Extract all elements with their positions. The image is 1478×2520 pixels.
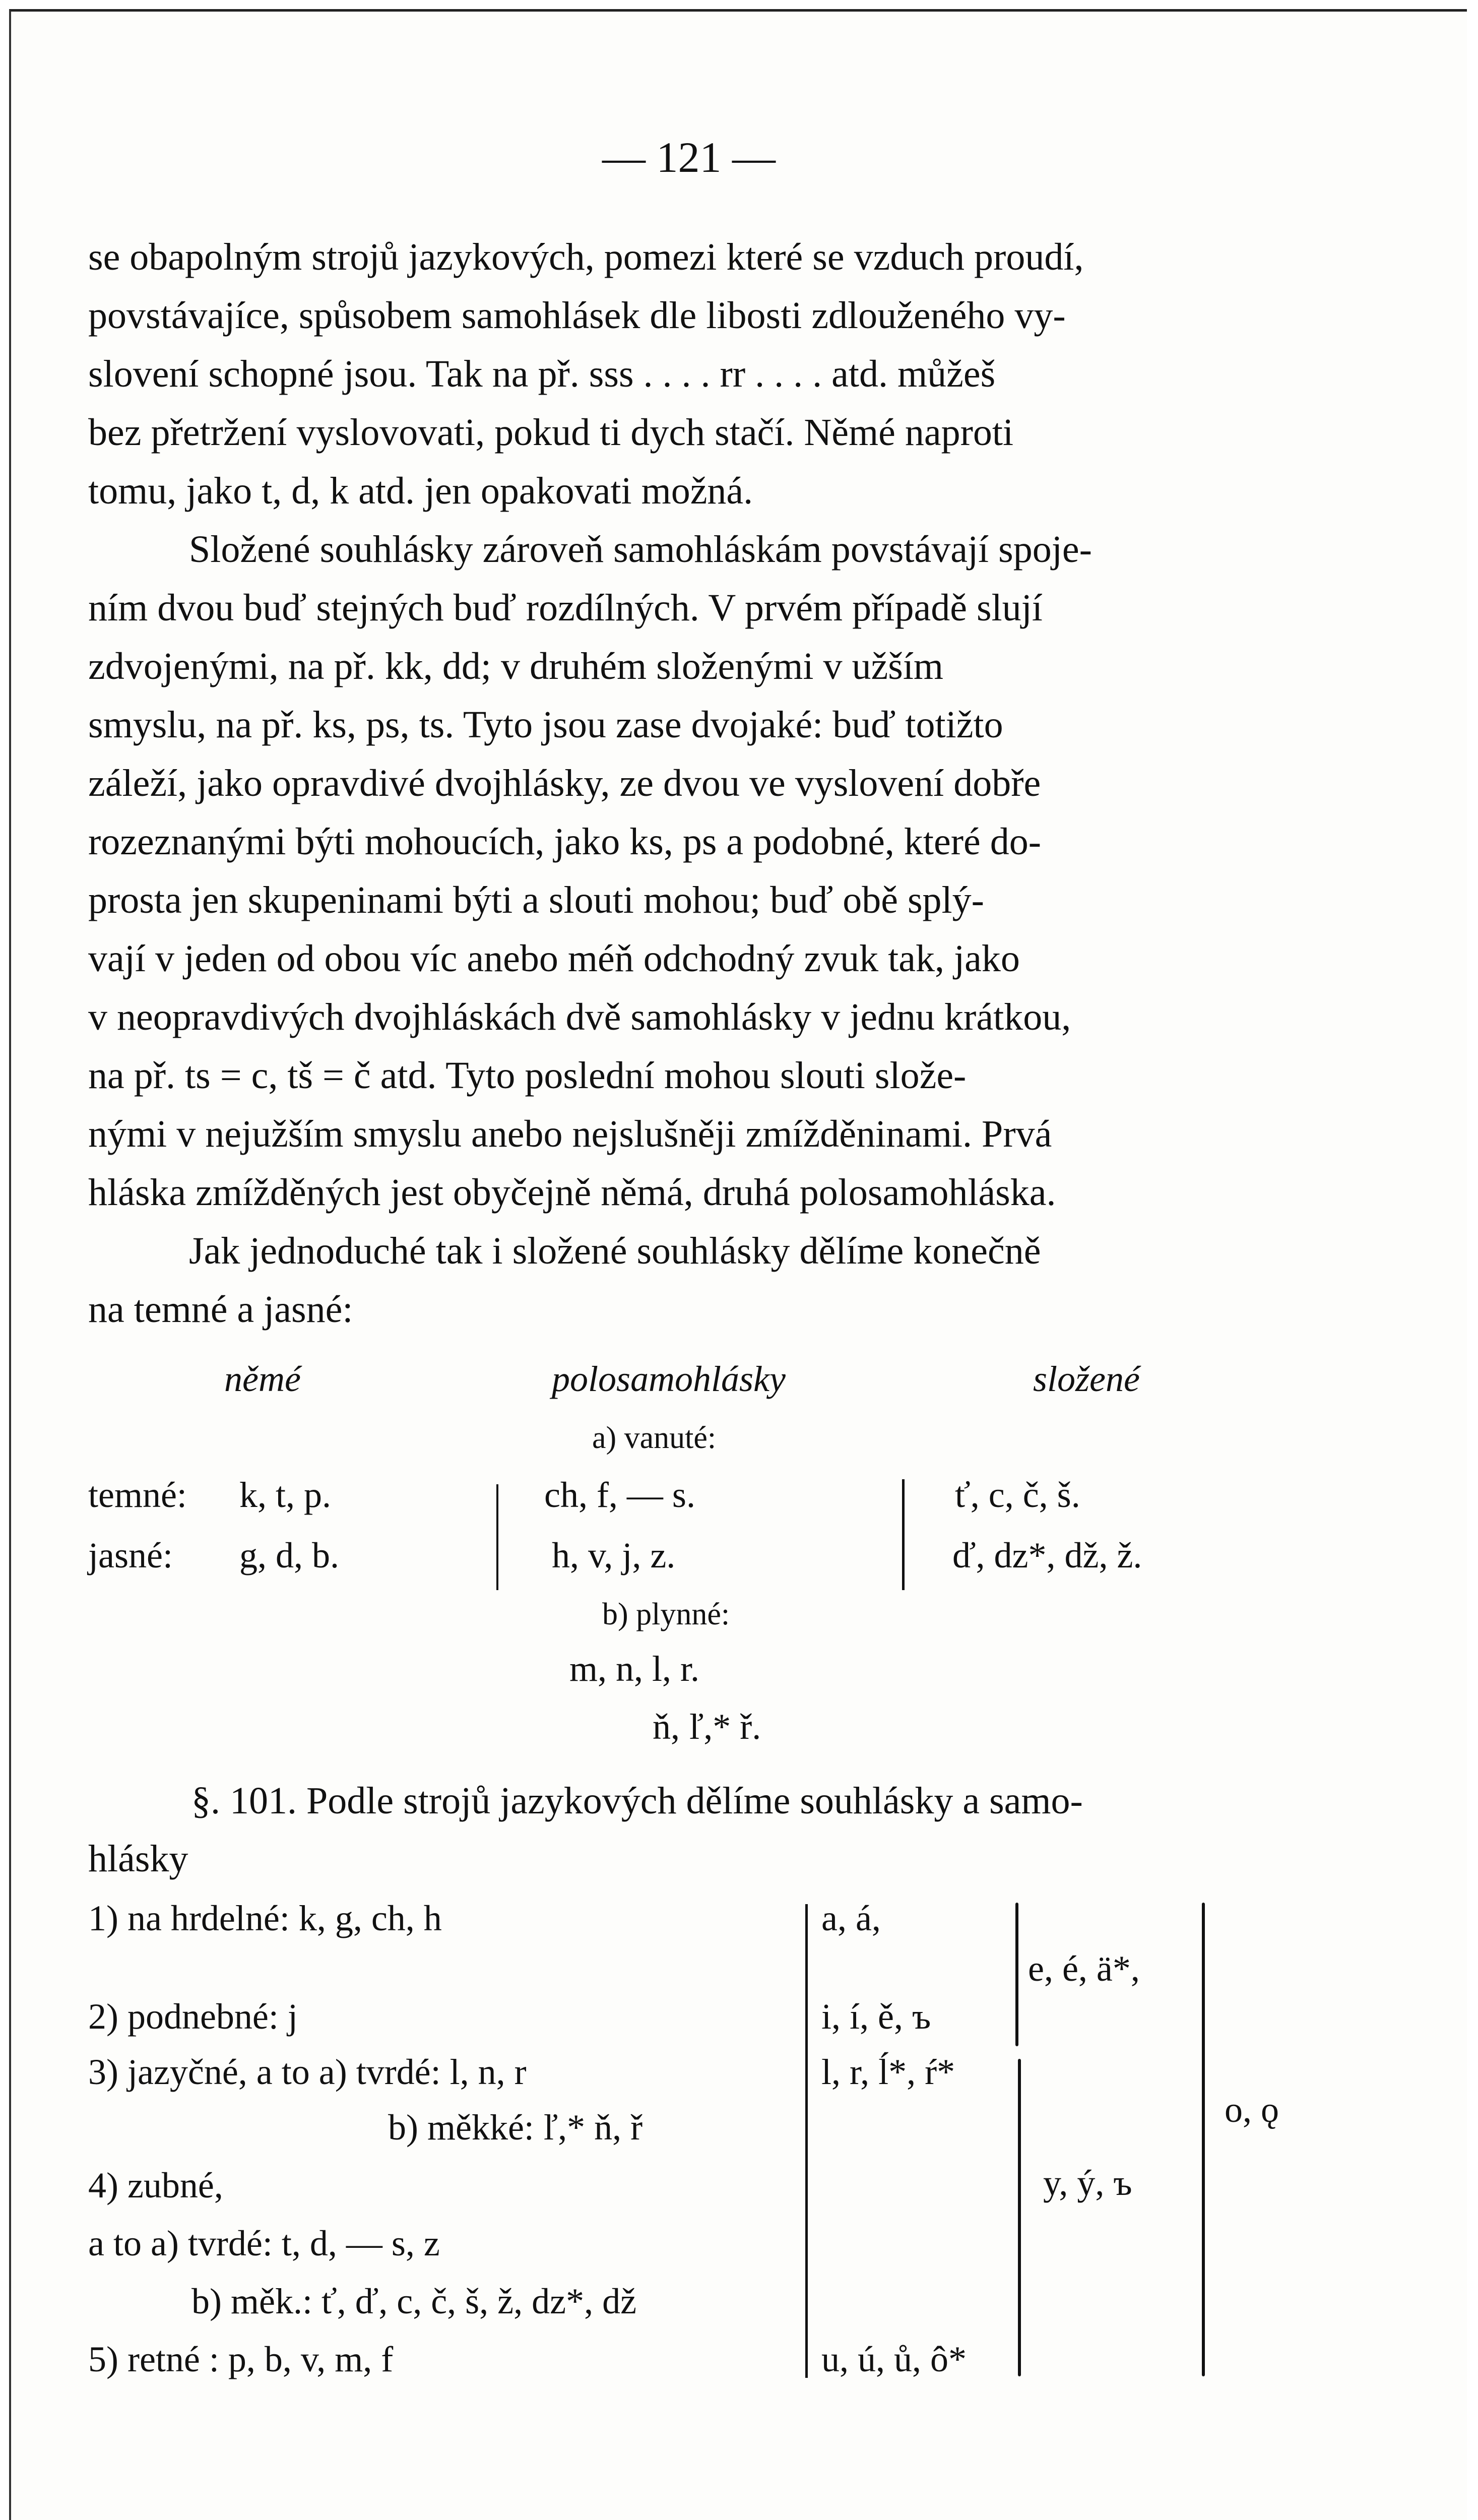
temne-neme: k, t, p. [239,1475,332,1515]
text-line: rozeznanými býti mohoucích, jako ks, ps a podobné, které do- [88,821,1042,863]
text-line: prosta jen skupeninami býti a slouti mohou; buď obě splý- [88,879,984,921]
vowels-podnebne: i, í, ě, ъ [821,1996,931,2037]
column-divider [496,1484,498,1590]
consonant-row-podnebne: 2) podnebné: j [88,1996,298,2037]
section-101-line-2: hlásky [88,1838,188,1880]
column-divider [805,1904,808,2378]
consonant-row-zubne-mekke: b) měk.: ť, ď, c, č, š, ž, dz*, dž [191,2281,637,2321]
column-header-slozene: složené [1033,1359,1140,1399]
vowel-group-y: y, ý, ъ [1043,2163,1132,2203]
paragraph-2 [88,520,1298,1222]
consonant-row-zubne: 4) zubné, [88,2165,223,2206]
vowels-hrdelne: a, á, [821,1898,881,1938]
text-line: Složené souhlásky zároveň samohláskám povstávají spoje- [189,528,1092,571]
subheading-plynne: b) plynné: [602,1597,730,1631]
vowel-group-o: o, ǫ [1225,2090,1279,2130]
brace-right [1015,1903,1018,2046]
paragraph-1 [88,228,1298,520]
column-header-polosamohlasky: polosamohlásky [552,1359,786,1399]
vowels-jazycne: l, r, ĺ*, ŕ* [821,2052,955,2092]
section-101-line-1: §. 101. Podle strojů jazykových dělíme souhlásky a samo- [191,1780,1083,1822]
paragraph-3 [88,1222,1298,1339]
text-line: smyslu, na př. ks, ps, ts. Tyto jsou zase dvojaké: buď totižto [88,704,1003,746]
column-divider [902,1479,905,1590]
brace-right [1018,2059,1021,2376]
plynne-row-2: ň, ľ,* ř. [653,1707,761,1747]
subheading-vanute: a) vanuté: [592,1421,717,1455]
text-line: tomu, jako t, d, k atd. jen opakovati možná. [88,470,753,512]
consonant-row-retne: 5) retné : p, b, v, m, f [88,2339,394,2379]
text-line: slovení schopné jsou. Tak na př. sss . . . . rr . . . . atd. můžeš [88,353,996,395]
page-number: — 121 — [602,133,776,181]
consonant-row-jazycne-mekke: b) měkké: ľ,* ň, ř [388,2107,643,2148]
text-line: se obapolným strojů jazykových, pomezi které se vzduch proudí, [88,236,1084,278]
text-line: bez přetržení vyslovovati, pokud ti dych stačí. Němé naproti [88,411,1014,454]
consonant-row-zubne-tvrde: a to a) tvrdé: t, d, — s, z [88,2223,440,2263]
row-label-temne: temné: [88,1475,187,1515]
text-line: na temné a jasné: [88,1288,353,1331]
temne-polosamohlasky: ch, f, — s. [544,1475,695,1515]
vowel-group-e: e, é, ä*, [1028,1948,1140,1989]
text-line: v neopravdivých dvojhláskách dvě samohlásky v jednu krátkou, [88,996,1071,1038]
plynne-row-1: m, n, l, r. [569,1649,700,1689]
jasne-neme: g, d, b. [239,1535,339,1576]
text-line: ním dvou buď stejných buď rozdílných. V prvém případě slují [88,587,1043,629]
text-line: nými v nejužším smyslu anebo nejslušněji zmížděninami. Prvá [88,1113,1052,1155]
brace-right [1202,1903,1205,2376]
text-line: hláska zmížděných jest obyčejně němá, druhá polosamohláska. [88,1171,1056,1214]
text-line: na př. ts = c, tš = č atd. Tyto poslední mohou slouti slože- [88,1054,967,1097]
vowels-retne: u, ú, ů, ô* [821,2339,967,2379]
text-line: vají v jeden od obou víc anebo méň odchodný zvuk tak, jako [88,937,1020,980]
column-header-neme: němé [224,1359,301,1399]
row-label-jasne: jasné: [88,1535,173,1576]
consonant-row-hrdelne: 1) na hrdelné: k, g, ch, h [88,1898,442,1938]
text-line: povstávajíce, spůsobem samohlásek dle libosti zdlouženého vy- [88,294,1066,337]
text-line: zdvojenými, na př. kk, dd; v druhém složenými v užším [88,645,944,687]
text-line: záleží, jako opravdivé dvojhlásky, ze dvou ve vyslovení dobře [88,762,1041,804]
consonant-row-jazycne: 3) jazyčné, a to a) tvrdé: l, n, r [88,2052,527,2092]
jasne-slozene: ď, dz*, dž, ž. [952,1535,1142,1576]
text-line: Jak jednoduché tak i složené souhlásky dělíme konečně [189,1230,1041,1272]
jasne-polosamohlasky: h, v, j, z. [552,1535,676,1576]
temne-slozene: ť, c, č, š. [955,1475,1080,1515]
